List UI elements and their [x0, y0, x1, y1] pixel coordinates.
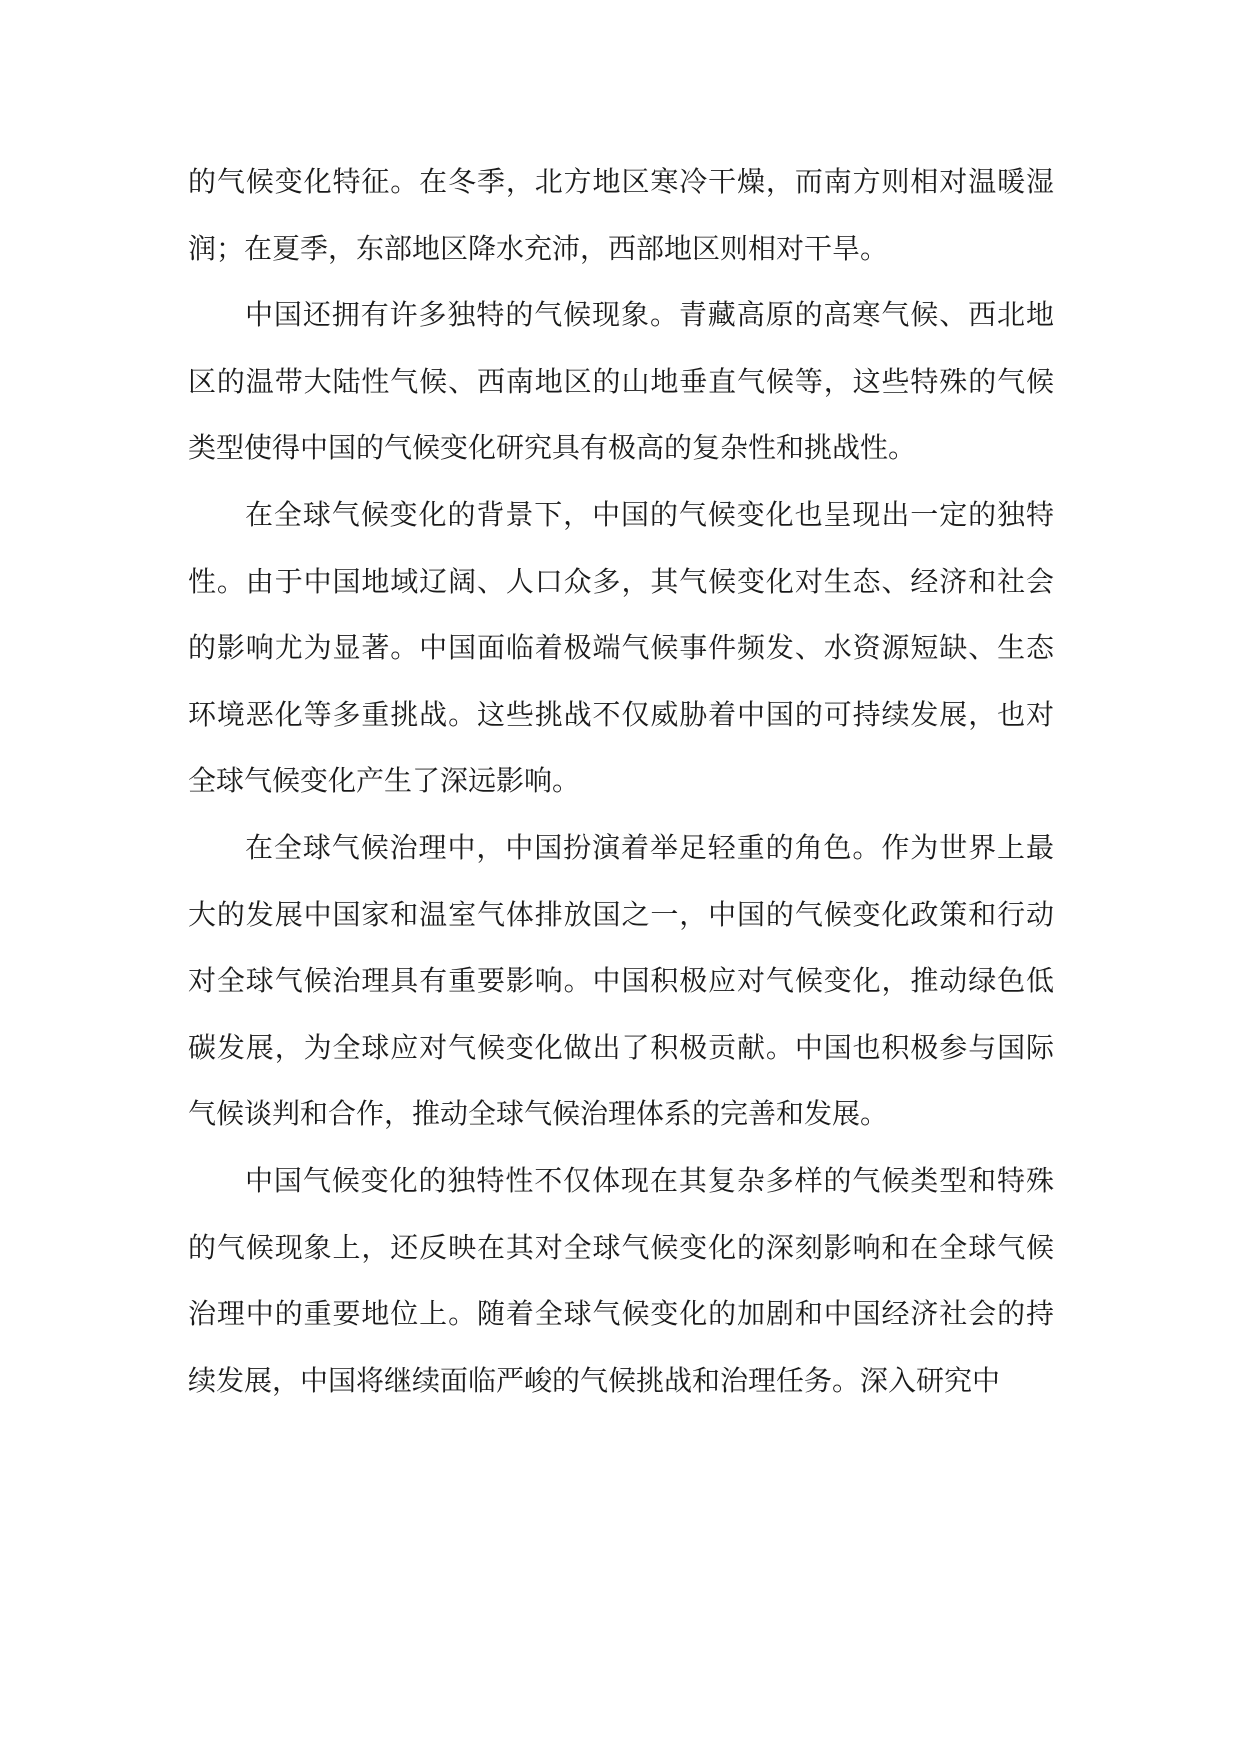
paragraph: 中国气候变化的独特性不仅体现在其复杂多样的气候类型和特殊的气候现象上，还反映在其对全球气候变化的深刻影响和在全球气候治理中的重要地位上。随着全球气候变化的加剧和中国经济社会的持续发展，中国将继续面临严峻的气候挑战和治理任务。深入研究中 [188, 1163, 1054, 1397]
paragraph: 在全球气候变化的背景下，中国的气候变化也呈现出一定的独特性。由于中国地域辽阔、人口众多，其气候变化对生态、经济和社会的影响尤为显著。中国面临着极端气候事件频发、水资源短缺、生态环境恶化等多重挑战。这些挑战不仅威胁着中国的可持续发展，也对全球气候变化产生了深远影响。 [188, 497, 1054, 798]
paragraph-continuation: 的气候变化特征。在冬季，北方地区寒冷干燥，而南方则相对温暖湿润；在夏季，东部地区降水充沛，西部地区则相对干旱。 [188, 165, 1054, 265]
paragraph: 中国还拥有许多独特的气候现象。青藏高原的高寒气候、西北地区的温带大陆性气候、西南地区的山地垂直气候等，这些特殊的气候类型使得中国的气候变化研究具有极高的复杂性和挑战性。 [188, 298, 1054, 465]
document-body [188, 149, 1054, 1414]
paragraph: 在全球气候治理中，中国扮演着举足轻重的角色。作为世界上最大的发展中国家和温室气体排放国之一，中国的气候变化政策和行动对全球气候治理具有重要影响。中国积极应对气候变化，推动绿色低碳发展，为全球应对气候变化做出了积极贡献。中国也积极参与国际气候谈判和合作，推动全球气候治理体系的完善和发展。 [188, 830, 1054, 1131]
